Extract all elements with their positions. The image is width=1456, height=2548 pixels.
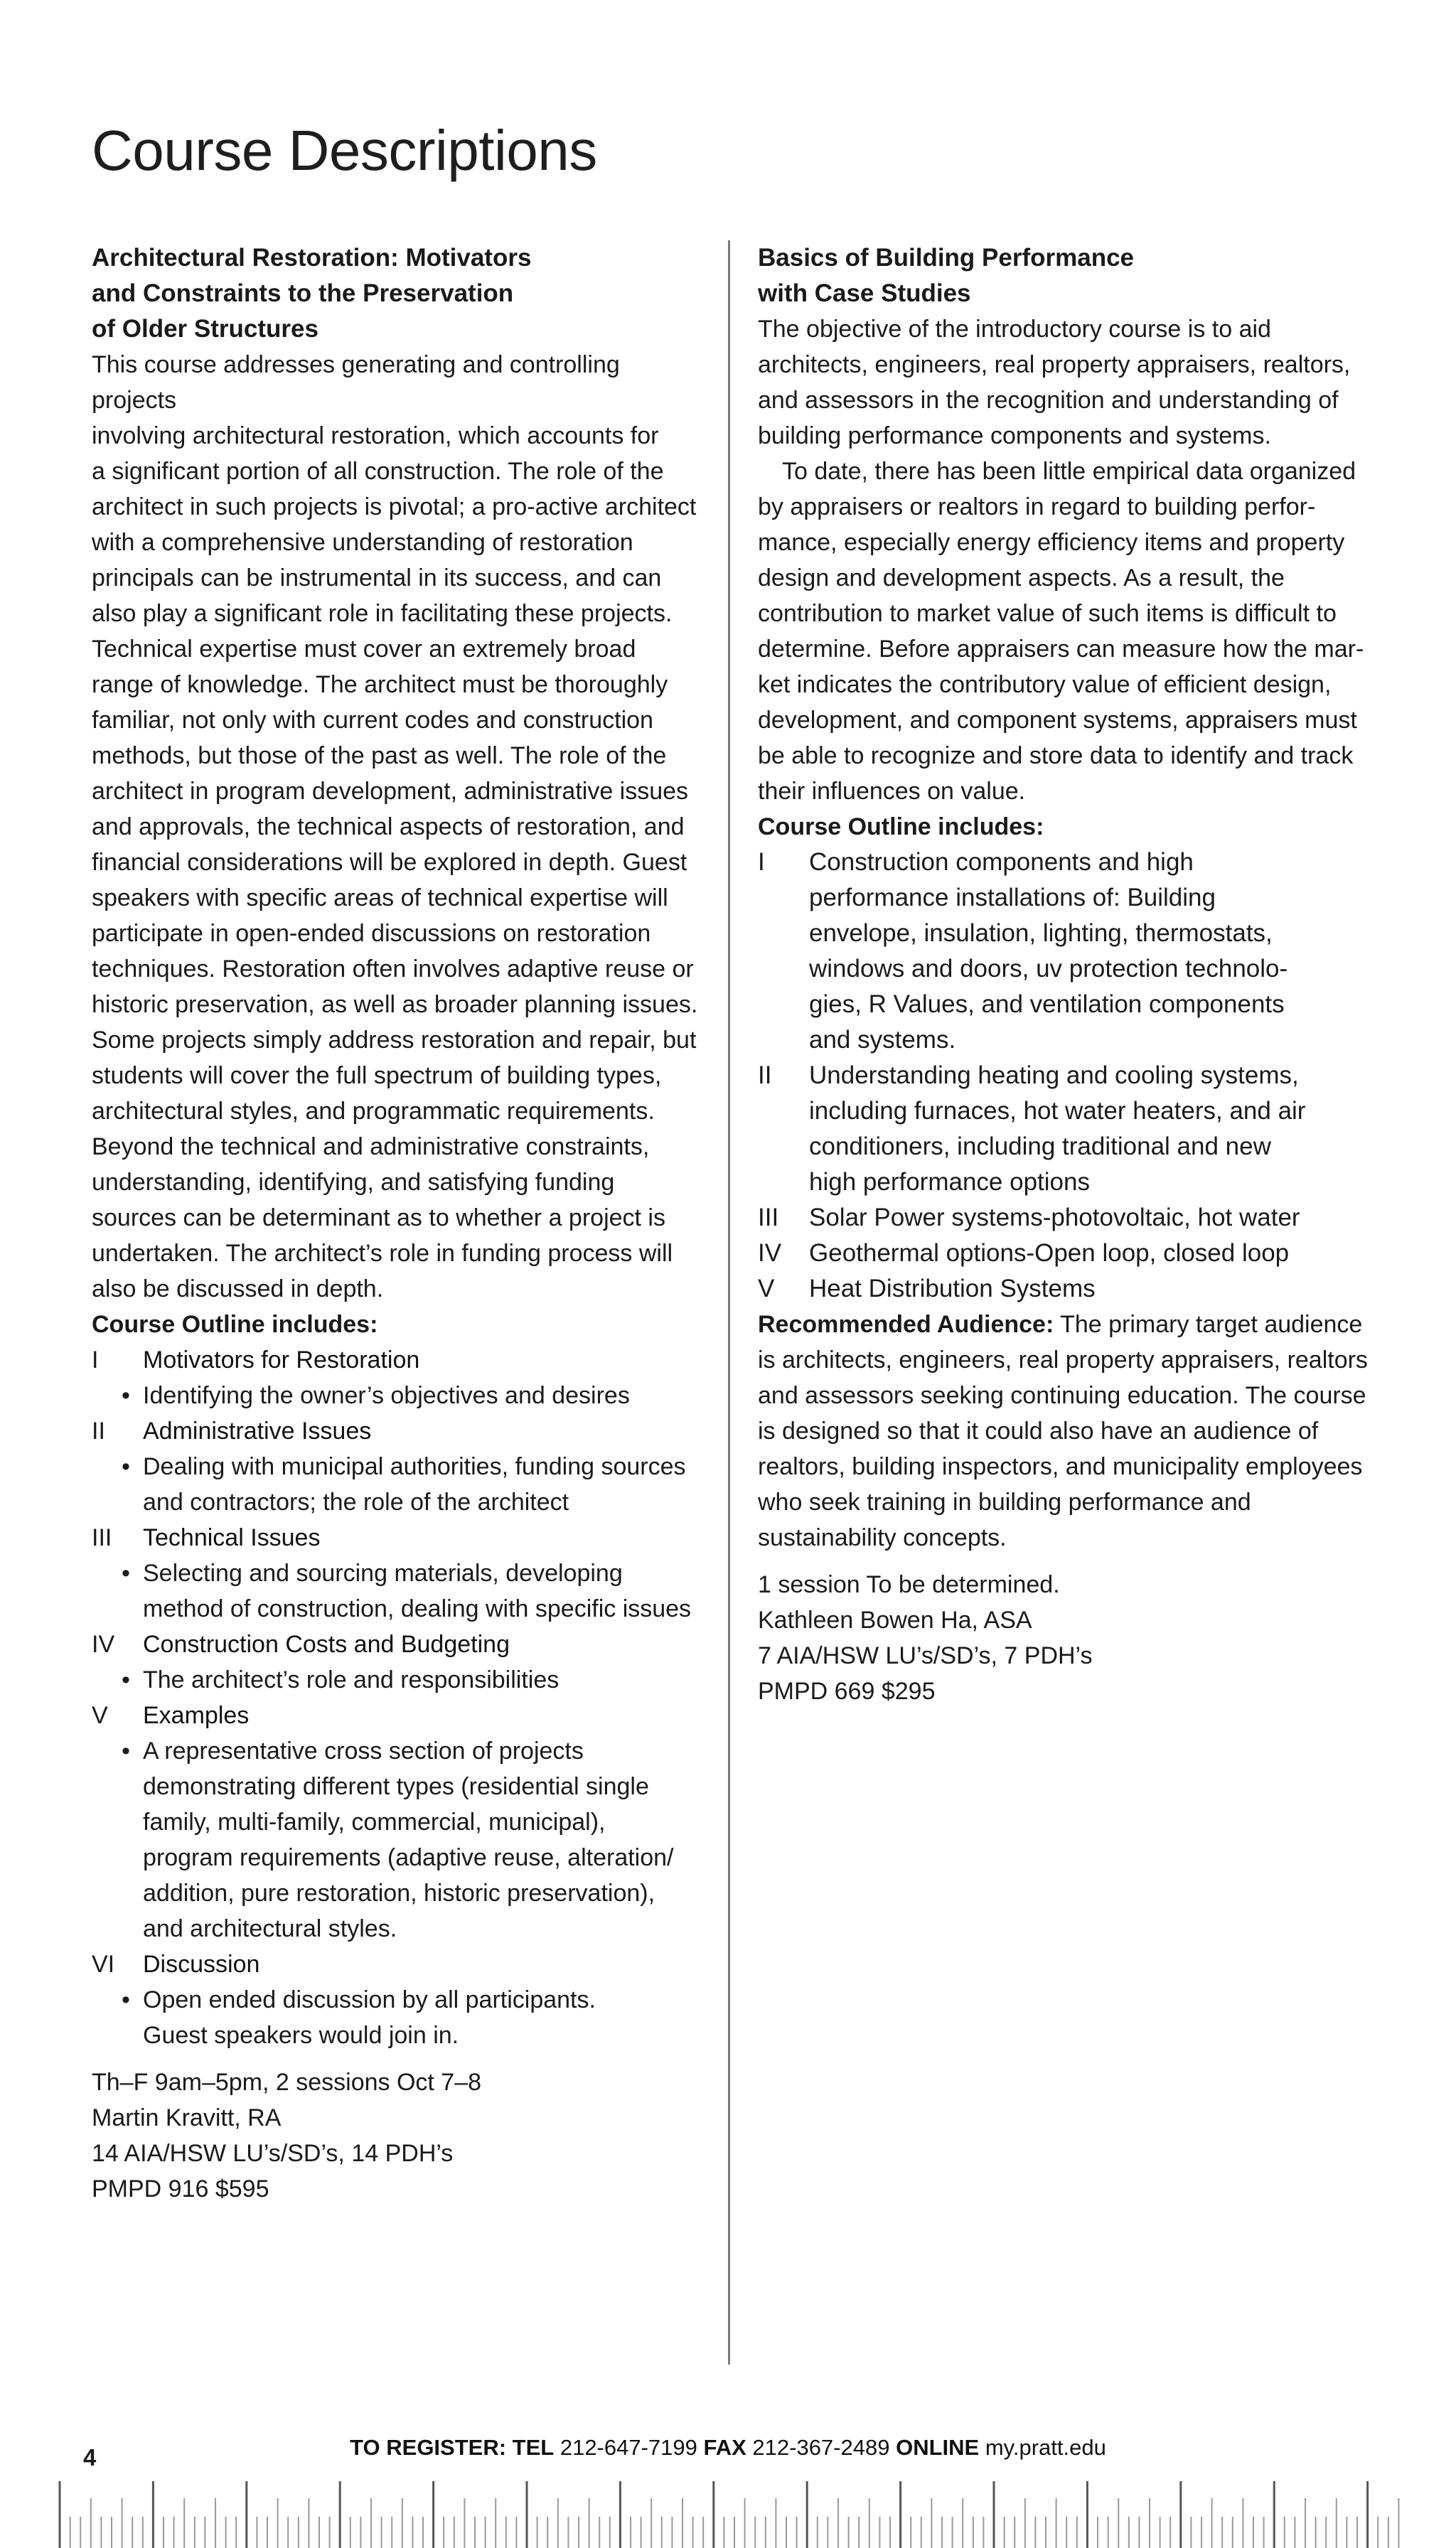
outline-line: Geothermal options-Open loop, closed loop xyxy=(809,1239,1290,1267)
outline-line: Understanding heating and cooling systems, xyxy=(809,1061,1299,1089)
text-line: architect in program development, administrative issues xyxy=(92,778,689,805)
text-line: realtors, building inspectors, and municipality employees xyxy=(758,1453,1363,1480)
left-outline-list xyxy=(92,1698,710,1733)
bullet-line: Open ended discussion by all participants. xyxy=(143,1986,596,2013)
outline-line: performance installations of: Building xyxy=(809,884,1216,911)
outline-number: VI xyxy=(92,1951,115,1978)
text-line: also be discussed in depth. xyxy=(92,1275,384,1302)
instructor-line: Kathleen Bowen Ha, ASA xyxy=(758,1607,1032,1634)
title-line: Basics of Building Performance xyxy=(758,244,1135,272)
bullet-line: family, multi-family, commercial, municipal), xyxy=(143,1809,606,1836)
bullet-line: Identifying the owner’s objectives and desires xyxy=(143,1382,630,1409)
audience-text: The primary target audience xyxy=(1054,1311,1363,1338)
right-outline-list xyxy=(758,845,1376,1307)
text-line: This course addresses generating and controlling projects xyxy=(92,351,620,414)
outline-number: IV xyxy=(92,1631,115,1658)
left-course-description xyxy=(92,347,710,1307)
text-line: sustainability concepts. xyxy=(758,1524,1007,1551)
fax-number: 212-367-2489 xyxy=(746,2435,896,2460)
recommended-audience xyxy=(758,1307,1376,1556)
register-label: TO REGISTER: TEL xyxy=(350,2435,555,2460)
left-course-info xyxy=(92,2065,710,2207)
outline-number: III xyxy=(758,1204,779,1231)
bullet-line: The architect’s role and responsibilities xyxy=(143,1666,560,1693)
text-line: design and development aspects. As a result, the xyxy=(758,564,1285,592)
right-course-column xyxy=(758,240,1376,1709)
text-line: students will cover the full spectrum of building types, xyxy=(92,1062,662,1089)
text-line: mance, especially energy efficiency items and property xyxy=(758,529,1345,556)
outline-line: Construction components and high xyxy=(809,848,1194,876)
credits-line: 7 AIA/HSW LU’s/SD’s, 7 PDH’s xyxy=(758,1642,1093,1669)
bullet-icon: • xyxy=(122,1453,130,1480)
left-outline-list xyxy=(92,1342,710,1378)
text-line: principals can be instrumental in its success, and can xyxy=(92,564,662,592)
text-line: undertaken. The architect’s role in funding process will xyxy=(92,1240,673,1267)
left-outline-list xyxy=(92,1520,710,1556)
outline-line: including furnaces, hot water heaters, and air xyxy=(809,1097,1306,1125)
text-line: by appraisers or realtors in regard to building perfor- xyxy=(758,493,1316,520)
phone-number: 212-647-7199 xyxy=(554,2435,704,2460)
outline-number: II xyxy=(92,1418,105,1445)
text-line: a significant portion of all construction. The role of the xyxy=(92,458,664,485)
outline-label: Motivators for Restoration xyxy=(143,1347,420,1374)
bullet-line: Selecting and sourcing materials, developing xyxy=(143,1560,623,1587)
text-line: is architects, engineers, real property appraisers, realtors xyxy=(758,1347,1368,1374)
text-line: methods, but those of the past as well. The role of the xyxy=(92,742,667,769)
text-line: also play a significant role in facilitating these projects. xyxy=(92,600,673,627)
left-course-title xyxy=(92,240,710,347)
text-line: and assessors seeking continuing education. The course xyxy=(758,1382,1366,1409)
bullet-line: Dealing with municipal authorities, funding sources xyxy=(143,1453,686,1480)
outline-heading: Course Outline includes: xyxy=(92,1311,378,1338)
outline-item xyxy=(92,1520,710,1556)
bullet-icon: • xyxy=(122,1666,130,1693)
outline-line: high performance options xyxy=(809,1168,1090,1196)
outline-item xyxy=(92,1698,710,1733)
text-line: determine. Before appraisers can measure how the mar- xyxy=(758,636,1364,663)
right-course-description xyxy=(758,311,1376,809)
text-line: historic preservation, as well as broader planning issues. xyxy=(92,991,698,1018)
text-line: architects, engineers, real property appraisers, realtors, xyxy=(758,351,1351,378)
outline-label: Construction Costs and Budgeting xyxy=(143,1631,510,1658)
instructor-line: Martin Kravitt, RA xyxy=(92,2104,282,2131)
text-line: building performance components and systems. xyxy=(758,422,1271,449)
outline-bullet xyxy=(92,1556,710,1627)
bullet-line: and contractors; the role of the architect xyxy=(143,1489,569,1516)
outline-line: Heat Distribution Systems xyxy=(809,1275,1096,1302)
left-outline-list xyxy=(92,1947,710,1982)
ruler-decoration xyxy=(57,2474,1408,2548)
text-line xyxy=(758,1307,1376,1342)
left-outline-list xyxy=(92,1627,710,1662)
outline-number: I xyxy=(758,848,765,876)
title-line: and Constraints to the Preservation xyxy=(92,279,514,307)
outline-number: V xyxy=(92,1702,108,1729)
text-line: and approvals, the technical aspects of restoration, and xyxy=(92,813,685,840)
bullet-line: addition, pure restoration, historic preservation), xyxy=(143,1880,655,1907)
outline-item xyxy=(758,845,1376,1058)
outline-label: Discussion xyxy=(143,1951,260,1978)
outline-item xyxy=(758,1271,1376,1307)
outline-item xyxy=(92,1627,710,1662)
outline-line: and systems. xyxy=(809,1026,956,1054)
online-label: ONLINE xyxy=(896,2435,980,2460)
left-course-column xyxy=(92,240,710,2207)
outline-item xyxy=(758,1200,1376,1236)
title-line: Architectural Restoration: Motivators xyxy=(92,244,532,272)
outline-line: Solar Power systems-photovoltaic, hot water xyxy=(809,1204,1300,1231)
text-line: contribution to market value of such items is difficult to xyxy=(758,600,1337,627)
outline-heading: Course Outline includes: xyxy=(758,813,1044,840)
text-line: architectural styles, and programmatic requirements. xyxy=(92,1098,655,1125)
text-line: understanding, identifying, and satisfying funding xyxy=(92,1169,615,1196)
text-line: techniques. Restoration often involves adaptive reuse or xyxy=(92,956,694,983)
outline-label: Administrative Issues xyxy=(143,1418,372,1445)
bullet-line: and architectural styles. xyxy=(143,1915,397,1942)
bullet-line: Guest speakers would join in. xyxy=(143,2022,459,2049)
text-line: development, and component systems, appraisers must xyxy=(758,707,1357,734)
outline-bullet xyxy=(92,1662,710,1698)
text-line: sources can be determinant as to whether a project is xyxy=(92,1204,665,1231)
text-line: ket indicates the contributory value of efficient design, xyxy=(758,671,1332,698)
outline-item xyxy=(758,1058,1376,1200)
text-line: involving architectural restoration, which accounts for xyxy=(92,422,659,449)
bullet-line: A representative cross section of projects xyxy=(143,1738,584,1765)
credits-line: 14 AIA/HSW LU’s/SD’s, 14 PDH’s xyxy=(92,2140,454,2167)
outline-label: Technical Issues xyxy=(143,1524,321,1551)
right-course-title xyxy=(758,240,1376,311)
left-outline-list xyxy=(92,1413,710,1449)
text-line: Technical expertise must cover an extremely broad xyxy=(92,636,636,663)
schedule-line: 1 session To be determined. xyxy=(758,1571,1060,1598)
registration-footer xyxy=(0,2435,1456,2461)
course-code-price: PMPD 669 $295 xyxy=(758,1678,936,1705)
text-line: To date, there has been little empirical data organized xyxy=(782,458,1356,485)
text-line: participate in open-ended discussions on restoration xyxy=(92,920,651,947)
page-title: Course Descriptions xyxy=(92,118,597,182)
outline-line: gies, R Values, and ventilation components xyxy=(809,990,1285,1018)
text-line: architect in such projects is pivotal; a pro-active architect xyxy=(92,493,697,520)
text-line: with a comprehensive understanding of restoration xyxy=(92,529,633,556)
bullet-icon: • xyxy=(122,1986,130,2013)
outline-line: conditioners, including traditional and new xyxy=(809,1133,1271,1160)
bullet-line: program requirements (adaptive reuse, alteration/ xyxy=(143,1844,674,1871)
page-number: 4 xyxy=(83,2444,97,2471)
text-line: familiar, not only with current codes and construction xyxy=(92,707,653,734)
text-line: be able to recognize and store data to identify and track xyxy=(758,742,1354,769)
outline-line: windows and doors, uv protection technolo- xyxy=(809,955,1288,983)
outline-number: V xyxy=(758,1275,775,1302)
text-line: who seek training in building performance and xyxy=(758,1489,1251,1516)
course-code-price: PMPD 916 $595 xyxy=(92,2175,269,2202)
column-divider xyxy=(728,240,730,2365)
outline-item xyxy=(92,1413,710,1449)
spacer xyxy=(758,1556,1376,1567)
outline-bullet xyxy=(92,1449,710,1520)
bullet-line: method of construction, dealing with specific issues xyxy=(143,1595,692,1622)
audience-label: Recommended Audience: xyxy=(758,1311,1054,1338)
bullet-icon: • xyxy=(122,1560,130,1587)
outline-bullet xyxy=(92,1982,710,2053)
title-line: of Older Structures xyxy=(92,315,318,343)
outline-label: Examples xyxy=(143,1702,250,1729)
outline-item xyxy=(758,1236,1376,1271)
bullet-line: demonstrating different types (residential single xyxy=(143,1773,649,1800)
spacer xyxy=(92,2053,710,2065)
outline-item xyxy=(92,1947,710,1982)
right-course-info xyxy=(758,1567,1376,1709)
text-line: is designed so that it could also have an audience of xyxy=(758,1418,1319,1445)
text-line: and assessors in the recognition and understanding of xyxy=(758,387,1339,414)
fax-label: FAX xyxy=(703,2435,746,2460)
outline-bullet xyxy=(92,1378,710,1413)
text-line: financial considerations will be explored in depth. Guest xyxy=(92,849,687,876)
website-link[interactable]: my.pratt.edu xyxy=(979,2435,1106,2460)
bullet-icon: • xyxy=(122,1738,130,1765)
outline-number: IV xyxy=(758,1239,782,1267)
outline-number: II xyxy=(758,1061,772,1089)
text-line: speakers with specific areas of technical expertise will xyxy=(92,884,668,911)
text-line: The objective of the introductory course is to aid xyxy=(758,316,1271,343)
outline-bullet xyxy=(92,1733,710,1947)
outline-line: envelope, insulation, lighting, thermostats, xyxy=(809,919,1273,947)
text-line: Beyond the technical and administrative constraints, xyxy=(92,1133,650,1160)
bullet-icon: • xyxy=(122,1382,130,1409)
outline-number: III xyxy=(92,1524,112,1551)
schedule-line: Th–F 9am–5pm, 2 sessions Oct 7–8 xyxy=(92,2069,482,2096)
text-line: their influences on value. xyxy=(758,778,1026,805)
title-line: with Case Studies xyxy=(758,279,971,307)
outline-item xyxy=(92,1342,710,1378)
text-line: Some projects simply address restoration and repair, but xyxy=(92,1027,697,1054)
text-line: range of knowledge. The architect must be thoroughly xyxy=(92,671,668,698)
outline-number: I xyxy=(92,1347,99,1374)
